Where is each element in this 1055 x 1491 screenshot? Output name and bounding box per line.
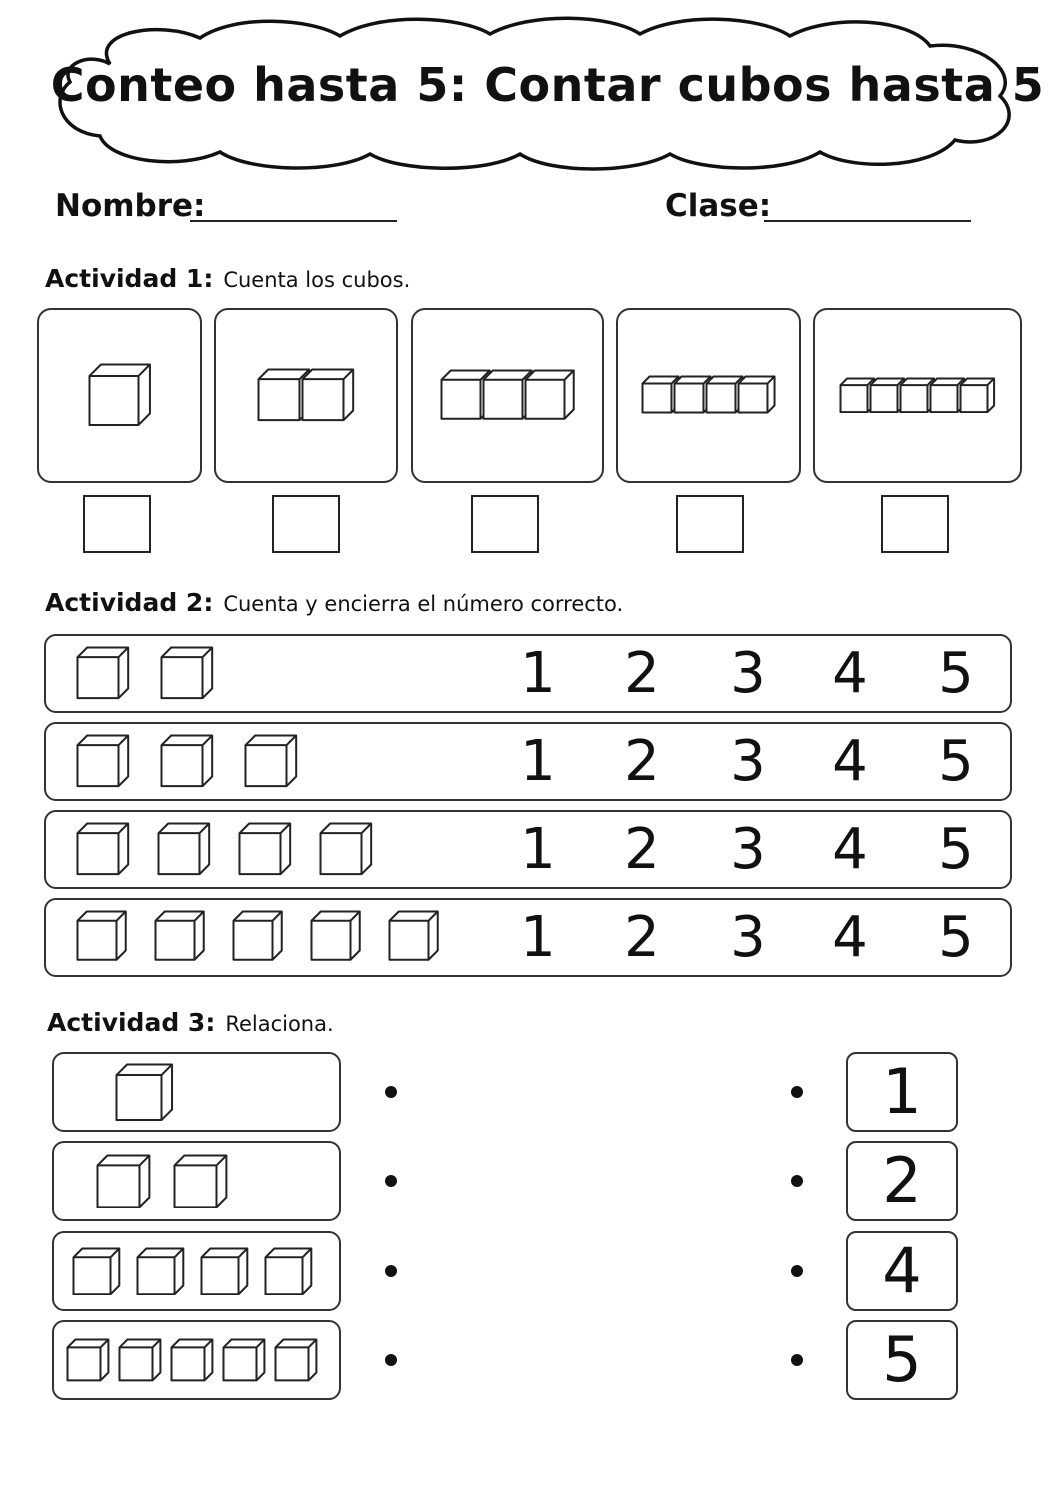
activity2-instruction: Cuenta y encierra el número correcto.: [223, 592, 624, 616]
activity2-title: [45, 588, 623, 617]
cube-icon: [115, 1063, 174, 1122]
activity1-answer-box-1[interactable]: [83, 495, 151, 553]
number-option[interactable]: 2: [624, 729, 660, 794]
number-option[interactable]: 5: [938, 641, 974, 706]
activity1-answer-box-4[interactable]: [676, 495, 744, 553]
cube-icon: [160, 734, 214, 788]
activity1-answer-box-3[interactable]: [471, 495, 539, 553]
cube-icon: [200, 1247, 249, 1296]
cube-icon: [66, 1338, 110, 1382]
activity3-instruction: Relaciona.: [225, 1012, 334, 1036]
cube-icon: [160, 646, 214, 700]
cube-icon: [737, 375, 776, 414]
page-title: Conteo hasta 5: Contar cubos hasta 5: [50, 58, 1045, 112]
match-dot-right[interactable]: [791, 1175, 803, 1187]
cube-icon: [264, 1247, 313, 1296]
cube-icon: [76, 910, 127, 961]
number-option[interactable]: 4: [832, 905, 868, 970]
number-option[interactable]: 5: [938, 729, 974, 794]
cube-icon: [76, 734, 130, 788]
cube-icon: [136, 1247, 185, 1296]
class-field[interactable]: [764, 220, 971, 222]
number-option[interactable]: 2: [624, 641, 660, 706]
cube-icon: [244, 734, 298, 788]
activity3-number-box: 4: [846, 1231, 958, 1311]
cube-icon: [118, 1338, 162, 1382]
match-dot-left[interactable]: [385, 1354, 397, 1366]
activity1-instruction: Cuenta los cubos.: [223, 268, 411, 292]
cube-icon: [72, 1247, 121, 1296]
number-option[interactable]: 3: [730, 641, 766, 706]
cube-icon: [388, 910, 439, 961]
cube-icon: [96, 1154, 151, 1209]
match-dot-left[interactable]: [385, 1175, 397, 1187]
number-option[interactable]: 1: [520, 905, 556, 970]
number-option[interactable]: 1: [520, 729, 556, 794]
number-option[interactable]: 3: [730, 729, 766, 794]
cube-icon: [76, 822, 130, 876]
activity1-answer-box-2[interactable]: [272, 495, 340, 553]
activity3-cube-box: [52, 1052, 341, 1132]
cube-icon: [76, 646, 130, 700]
number-option[interactable]: 4: [832, 817, 868, 882]
activity3-label: Actividad 3:: [47, 1008, 216, 1037]
cube-icon: [173, 1154, 228, 1209]
number-option[interactable]: 2: [624, 817, 660, 882]
activity1-label: Actividad 1:: [45, 264, 214, 293]
cube-icon: [170, 1338, 214, 1382]
number-option[interactable]: 4: [832, 641, 868, 706]
activity3-title: [47, 1008, 334, 1037]
cube-icon: [222, 1338, 266, 1382]
match-dot-left[interactable]: [385, 1086, 397, 1098]
match-dot-right[interactable]: [791, 1086, 803, 1098]
cube-icon: [310, 910, 361, 961]
match-dot-right[interactable]: [791, 1265, 803, 1277]
name-field[interactable]: [190, 220, 397, 222]
number-option[interactable]: 5: [938, 905, 974, 970]
number-option[interactable]: 3: [730, 905, 766, 970]
cube-icon: [301, 368, 355, 422]
cube-icon: [319, 822, 373, 876]
activity3-number-box: 1: [846, 1052, 958, 1132]
activity3-number-box: 2: [846, 1141, 958, 1221]
match-dot-right[interactable]: [791, 1354, 803, 1366]
activity1-answer-box-5[interactable]: [881, 495, 949, 553]
class-label: Clase:: [665, 188, 772, 224]
number-option[interactable]: 1: [520, 641, 556, 706]
cube-icon: [154, 910, 205, 961]
number-option[interactable]: 1: [520, 817, 556, 882]
number-option[interactable]: 4: [832, 729, 868, 794]
name-label: Nombre:: [55, 188, 206, 224]
cube-icon: [274, 1338, 318, 1382]
match-dot-left[interactable]: [385, 1265, 397, 1277]
cube-icon: [524, 369, 575, 420]
cube-icon: [238, 822, 292, 876]
activity1-title: [45, 264, 410, 293]
number-option[interactable]: 5: [938, 817, 974, 882]
cube-icon: [88, 363, 151, 426]
activity2-label: Actividad 2:: [45, 588, 214, 617]
number-option[interactable]: 2: [624, 905, 660, 970]
cube-icon: [959, 377, 996, 414]
activity3-number-box: 5: [846, 1320, 958, 1400]
number-option[interactable]: 3: [730, 817, 766, 882]
cube-icon: [157, 822, 211, 876]
cube-icon: [232, 910, 283, 961]
